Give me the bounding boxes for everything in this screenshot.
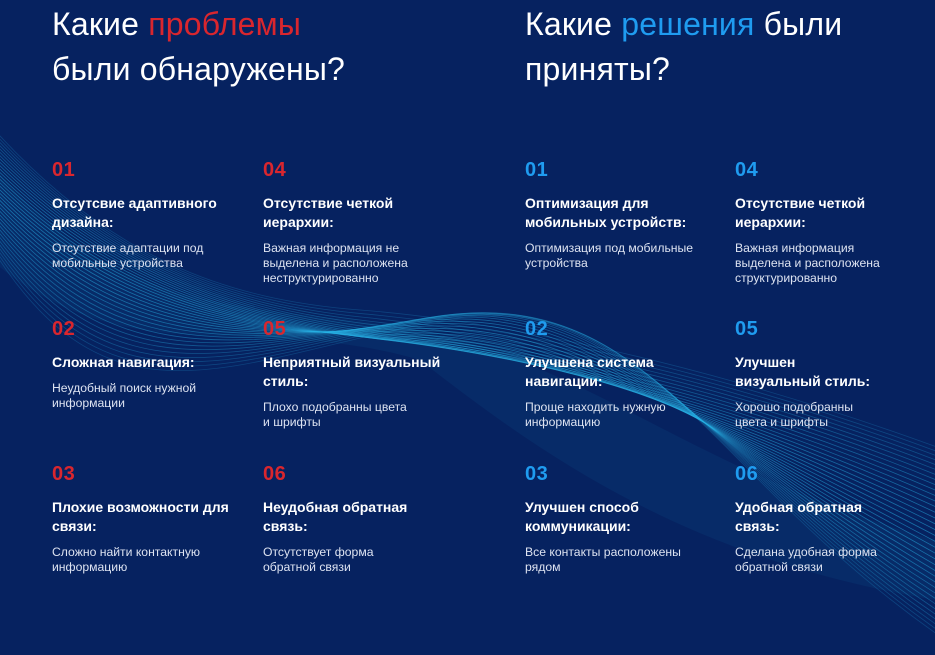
solutions-heading-highlight: решения (621, 6, 755, 42)
solution-number: 06 (735, 463, 759, 485)
problem-item (263, 158, 463, 286)
solution-item (735, 317, 935, 430)
solution-item (525, 462, 725, 575)
problem-description: Плохо подобранны цвета и шрифты (263, 400, 407, 429)
solution-number: 01 (525, 159, 549, 181)
problems-heading-line2: были обнаружены? (52, 51, 346, 87)
solution-title: Улучшен способ коммуникации: (525, 499, 639, 534)
solution-number: 03 (525, 463, 549, 485)
solution-description: Сделана удобная форма обратной связи (735, 545, 877, 574)
problem-item (52, 317, 252, 411)
problems-heading-prefix: Какие (52, 6, 149, 42)
problem-number: 01 (52, 159, 76, 181)
problem-title: Отсутствие четкой иерархии: (263, 195, 394, 230)
solution-description: Оптимизация под мобильные устройства (525, 241, 694, 270)
problem-title: Неприятный визуальный стиль: (263, 354, 441, 389)
solution-title: Улучшена система навигации: (525, 354, 654, 389)
problem-description: Отсутствует форма обратной связи (263, 545, 374, 574)
problem-number: 06 (263, 463, 287, 485)
solution-title: Оптимизация для мобильных устройств: (525, 195, 687, 230)
solution-number: 05 (735, 318, 759, 340)
solutions-heading-prefix: Какие (525, 6, 622, 42)
solution-title: Удобная обратная связь: (735, 499, 863, 534)
problem-description: Важная информация не выделена и расположена неструктурированно (263, 241, 408, 285)
problem-item (52, 158, 252, 271)
solution-number: 04 (735, 159, 759, 181)
solution-title: Отсутствие четкой иерархии: (735, 195, 866, 230)
problem-title: Плохие возможности для связи: (52, 499, 229, 534)
problem-item (263, 317, 463, 430)
solution-description: Хорошо подобранны цвета и шрифты (735, 400, 854, 429)
problem-item (52, 462, 252, 575)
problem-description: Отсутствие адаптации под мобильные устройства (52, 241, 204, 270)
problem-title: Отсутсвие адаптивного дизайна: (52, 195, 217, 230)
problem-title: Сложная навигация: (52, 354, 195, 370)
solution-title: Улучшен визуальный стиль: (735, 354, 871, 389)
problems-heading (52, 2, 345, 92)
problems-heading-highlight: проблемы (148, 6, 302, 42)
solutions-heading-suffix: были (754, 6, 843, 42)
problem-number: 03 (52, 463, 76, 485)
problem-number: 05 (263, 318, 287, 340)
solution-item (735, 462, 935, 575)
problem-description: Сложно найти контактную информацию (52, 545, 201, 574)
solutions-heading (525, 2, 842, 92)
solutions-heading-line2: приняты? (525, 51, 671, 87)
problem-item (263, 462, 463, 575)
solution-item (525, 158, 725, 271)
problem-number: 02 (52, 318, 76, 340)
solution-item (735, 158, 935, 286)
problem-description: Неудобный поиск нужной информации (52, 381, 197, 410)
solution-description: Важная информация выделена и расположена структурированно (735, 241, 880, 285)
solution-item (525, 317, 725, 430)
problem-title: Неудобная обратная связь: (263, 499, 408, 534)
solution-description: Проще находить нужную информацию (525, 400, 666, 429)
solution-description: Все контакты расположены рядом (525, 545, 681, 574)
problem-number: 04 (263, 159, 287, 181)
solution-number: 02 (525, 318, 549, 340)
